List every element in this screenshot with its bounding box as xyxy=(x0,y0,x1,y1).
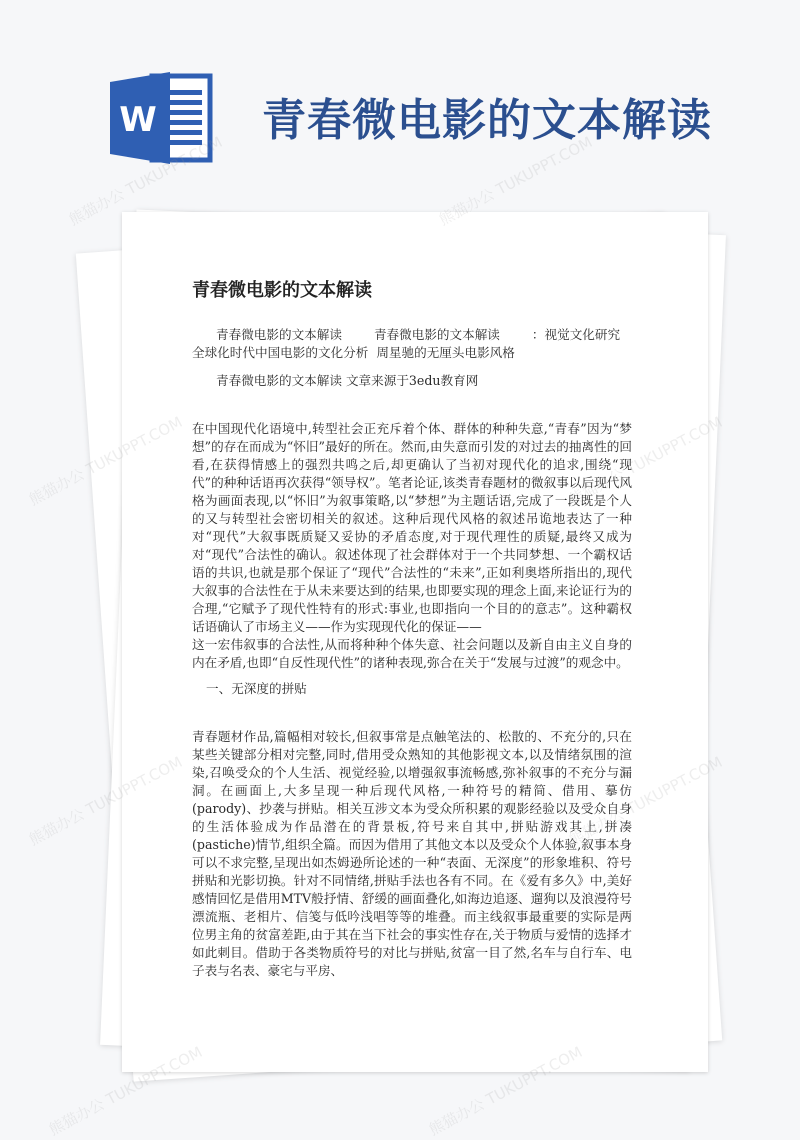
watermark: 熊猫办公 TUKUPPT.COM xyxy=(66,132,226,229)
related-articles xyxy=(192,326,632,362)
body-paragraph: 在中国现代化语境中,转型社会正充斥着个体、群体的种种失意,“青春”因为“梦想”的存在而成为“怀旧”最好的所在。然而,由失意而引发的对过去的抽离性的回看,在获得情感上的强烈共鸣之后,却更确认了当初对现代化的追求,围绕“现代”的种种话语再次获得“领导权”。笔者论证,该类青春题材的微叙事以后现代风格为画面表现,以“怀旧”为叙事策略,以“梦想”为主题话语,完成了一段既是个人的又与转型社会密切相关的叙述。这种后现代风格的叙述吊诡地表达了一种对“现代”大叙事既质疑又妥协的矛盾态度,对于现代理性的质疑,最终又成为对“现代”合法性的确认。叙述体现了社会群体对于一个共同梦想、一个霸权话语的共识,也就是那个保证了“现代”合法性的“未来”,正如利奥塔所指出的,现代大叙事的合法性在于从未来要达到的结果,也即要实现的理念上面,来论证行为的合理,“它赋予了现代性特有的形式:事业,也即指向一个目的的意志”。这种霸权话语确认了市场主义——作为实现现代化的保证—— xyxy=(192,421,632,634)
page-content xyxy=(192,212,632,980)
body-paragraph: 青春题材作品,篇幅相对较长,但叙事常是点触笔法的、松散的、不充分的,只在某些关键部分相对完整,同时,借用受众熟知的其他影视文本,以及情绪氛围的渲染,召唤受众的个人生活、视觉经验,以增强叙事流畅感,弥补叙事的不充分与漏洞。在画面上,大多呈现一种后现代风格,一种符号的精简、借用、摹仿(parody)、抄袭与拼贴。相关互涉文本为受众所积累的观影经验以及受众自身的生活体验成为作品潜在的背景板,符号来自其中,拼贴游戏其上,拼凑(pastiche)情节,组织全篇。而因为借用了其他文本以及受众个人体验,叙事本身可以不求完整,呈现出如杰姆逊所论述的一种“表面、无深度”的形象堆积、符号拼贴和光影切换。针对不同情绪,拼贴手法也各有不同。在《爱有多久》中,美好感情回忆是借用MTV般抒情、舒缓的画面叠化,如海边追逐、遛狗以及浪漫符号漂流瓶、老相片、信笺与低吟浅唱等等的堆叠。而主线叙事最重要的实际是两位男主角的贫富差距,由于其在当下社会的事实性存在,关于物质与爱情的选择才如此刺目。借助于各类物质符号的对比与拼贴,贫富一目了然,名车与自行车、电子表与名表、豪宅与平房、 xyxy=(192,729,632,978)
document-page xyxy=(122,212,708,1072)
section-heading: 一、无深度的拼贴 xyxy=(206,681,307,696)
word-document-icon xyxy=(108,68,218,168)
watermark: 熊猫办公 TUKUPPT.COM xyxy=(426,1042,586,1139)
banner xyxy=(0,0,800,200)
body-paragraph: 这一宏伟叙事的合法性,从而将种种个体失意、社会问题以及新自由主义自身的内在矛盾,也即“自反性现代性”的诸种表现,弥合在关于“发展与过渡”的观念中。 xyxy=(192,637,632,670)
word-icon-letter: W xyxy=(119,100,157,140)
watermark: 熊猫办公 TUKUPPT.COM xyxy=(26,752,186,849)
banner-title: 青春微电影的文本解读 xyxy=(262,95,712,146)
watermark: 熊猫办公 xyxy=(26,464,88,509)
source-line: 青春微电影的文本解读 文章来源于3edu教育网 xyxy=(216,373,479,388)
related-line: 青春微电影的文本解读 青春微电影的文本解读 ：视觉文化研究 xyxy=(216,327,621,342)
watermark: 熊猫办公 TUKUPPT.COM xyxy=(46,1042,206,1139)
document-title: 青春微电影的文本解读 xyxy=(192,280,372,301)
related-line: 全球化时代中国电影的文化分析 周星驰的无厘头电影风格 xyxy=(192,345,515,360)
watermark: 熊猫办公 TUKUPPT.COM xyxy=(436,132,596,229)
